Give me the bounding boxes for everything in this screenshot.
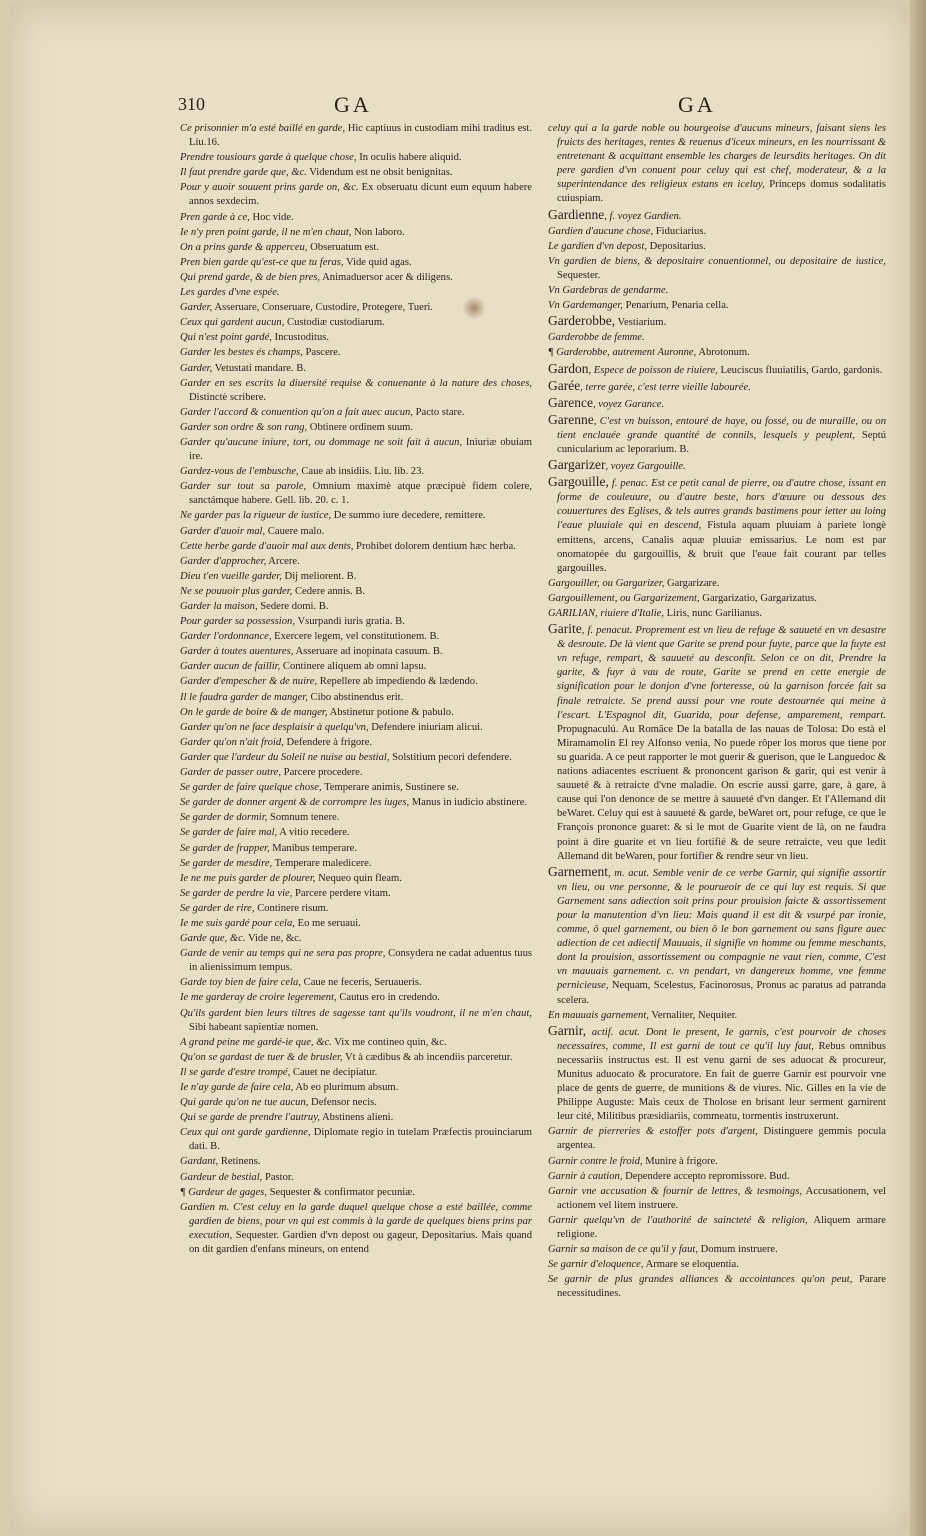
- entry-french: Ceux qui gardent aucun,: [180, 317, 285, 329]
- dictionary-entry: [548, 299, 886, 313]
- dictionary-entry: [180, 796, 532, 810]
- entry-french: GARILIAN, riuiere d'Italie,: [548, 608, 665, 619]
- dictionary-entry: [180, 377, 532, 405]
- dictionary-entry: [180, 872, 532, 886]
- entry-latin: Pastor.: [262, 1171, 294, 1183]
- entry-french: Ie n'ay garde de faire cela,: [180, 1082, 294, 1093]
- entry-french: En mauuais garnement,: [548, 1009, 649, 1021]
- entry-latin: Parcere perdere vitam.: [292, 887, 391, 899]
- entry-latin: Penarium, Penaria cella.: [622, 300, 729, 312]
- entry-latin: Pacto stare.: [412, 406, 465, 418]
- entry-french: Ne se pouuoir plus garder,: [180, 585, 293, 597]
- dictionary-entry: [180, 1066, 532, 1080]
- dictionary-entry: [180, 675, 532, 689]
- entry-french: Qui garde qu'on ne tue aucun,: [180, 1097, 309, 1109]
- entry-french: Prendre tousiours garde à quelque chose,: [180, 152, 357, 164]
- entry-french: Se garder de dormir,: [180, 812, 268, 824]
- entry-french: Pren bien garde qu'est-ce que tu feras,: [180, 256, 344, 268]
- entry-french: Se garder de faire quelque chose,: [180, 782, 322, 794]
- entry-latin: Pascere.: [302, 347, 341, 359]
- dictionary-entry: [180, 122, 532, 150]
- dictionary-entry: [180, 1051, 532, 1065]
- entry-latin: Nequeo quin fleam.: [315, 872, 402, 884]
- entry-french: Garnir sa maison de ce qu'il y faut,: [548, 1244, 698, 1256]
- entry-latin: Vestiarium.: [615, 317, 667, 329]
- dictionary-entry: [180, 706, 532, 720]
- entry-french: Les gardes d'vne espée.: [180, 287, 280, 299]
- dictionary-entry: [548, 1125, 886, 1153]
- entry-latin: Eo me seruaui.: [294, 917, 361, 929]
- entry-french: Garder les bestes és champs,: [180, 347, 303, 359]
- dictionary-entry: [180, 932, 532, 946]
- dictionary-entry: [180, 585, 532, 599]
- entry-french: Garder que l'ardeur du Soleil ne nuise au bestial,: [180, 751, 390, 763]
- entry-latin: Prohibet dolorem dentium hæc herba.: [353, 540, 516, 552]
- entry-french: Vn Gardebras de gendarme.: [548, 285, 669, 297]
- entry-french: Garder d'auoir mal,: [180, 525, 266, 537]
- entry-french: Garder son ordre & son rang,: [180, 421, 308, 433]
- entry-french: Gardant,: [180, 1156, 219, 1168]
- entry-french: Garnir de pierreries & estoffer pots d'argent,: [548, 1126, 758, 1138]
- entry-french: Garde toy bien de faire cela,: [180, 977, 302, 989]
- entry-latin: Animaduersor acer & diligens.: [320, 271, 453, 283]
- entry-latin: Fistula aquam pluuiam à pariete longè emittens, arcens, Canalis aquæ pluuiæ emissarius. Le nom est par onomatopée du gargouillis, & bruit que l'eaue fait courant par telles gargouilles.: [557, 520, 886, 574]
- entry-french: Qu'on se gardast de tuer & de brusler,: [180, 1051, 343, 1063]
- dictionary-entry: [180, 1171, 532, 1185]
- entry-latin: In oculis habere aliquid.: [356, 152, 462, 164]
- dictionary-entry: [180, 525, 532, 539]
- dictionary-entry: [180, 721, 532, 735]
- dictionary-entry: [548, 1214, 886, 1242]
- entry-french: Garder l'accord & conuention qu'on a fait auec aucun,: [180, 406, 413, 418]
- entry-french: Garder,: [180, 302, 213, 314]
- dictionary-entry: [180, 660, 532, 674]
- dictionary-entry: [180, 857, 532, 871]
- entry-french: Garder aucun de faillir,: [180, 661, 281, 673]
- dictionary-entry: [180, 976, 532, 990]
- dictionary-entry: [180, 436, 532, 464]
- entry-french: Garder qu'on n'ait froid,: [180, 736, 284, 748]
- dictionary-entry: [180, 301, 532, 315]
- dictionary-entry: [180, 1126, 532, 1154]
- entry-french: Garnir vne accusation & fournir de lettres, & tesmoings,: [548, 1185, 802, 1197]
- entry-french: Garder qu'aucune iniure, tort, ou dommage ne soit fait à aucun,: [180, 436, 463, 448]
- dictionary-entry: [180, 947, 532, 975]
- headword: Garence: [548, 394, 593, 410]
- dictionary-entry: [180, 226, 532, 240]
- dictionary-entry: [180, 1155, 532, 1169]
- entry-latin: Sedere domi. B.: [257, 601, 329, 612]
- dictionary-entry: [548, 331, 886, 345]
- dictionary-entry: [548, 865, 886, 1008]
- entry-latin: Diplomate regio in tutelam Præfectis prouinciarum dati. B.: [189, 1127, 532, 1153]
- entry-french: Qu'ils gardent bien leurs tiltres de sagesse tant qu'ils voudront, il ne m'en chaut,: [180, 1007, 532, 1019]
- entry-latin: Domum instruere.: [697, 1244, 778, 1256]
- entry-latin: Vernaliter, Nequiter.: [648, 1009, 738, 1021]
- dictionary-entry: [548, 475, 886, 576]
- dictionary-entry: [180, 316, 532, 330]
- entry-latin: Sequester & confirmator pecuniæ.: [266, 1186, 415, 1198]
- entry-french: , terre garée, c'est terre vieille labourée.: [580, 381, 751, 393]
- entry-french: Dieu t'en vueille garder,: [180, 570, 282, 582]
- dictionary-entry: [180, 241, 532, 255]
- dictionary-entry: [180, 346, 532, 360]
- dictionary-entry: [180, 406, 532, 420]
- entry-latin: Distinctè scribere.: [189, 391, 267, 403]
- entry-latin: Armare se eloquentia.: [643, 1259, 739, 1271]
- entry-latin: Arcere.: [266, 555, 300, 567]
- dictionary-entry: [180, 902, 532, 916]
- entry-french: Garder en ses escrits la diuersité requise & conuenante à la nature des choses,: [180, 377, 532, 389]
- entry-latin: Hic captiuus in custodiam mihi traditus est. Liu.16.: [189, 123, 532, 149]
- dictionary-entry: [548, 208, 886, 224]
- entry-french: , C'est vn buisson, entouré de haye, ou fossé, ou de muraille, ou on tient enclauée grande quantité de connils, lesquels y peuplent,: [557, 415, 886, 441]
- entry-latin: Continere risum.: [254, 902, 329, 914]
- entry-latin: Cautus ero in credendo.: [336, 992, 440, 1004]
- entry-latin: Videndum est ne obsit benignitas.: [306, 167, 453, 179]
- entry-latin: Dependere accepto repromissore. Bud.: [622, 1170, 790, 1182]
- entry-french: actif. acut. Dont le present, Ie garnis, c'est pourvoir de choses necessaires, comme, Il est garni de tout ce qu'il luy faut,: [557, 1026, 886, 1052]
- dictionary-entry: [180, 630, 532, 644]
- entry-latin: Ex obseruatu dicunt eum equum habere annos sexdecim.: [189, 182, 532, 208]
- dictionary-entry: [180, 480, 532, 508]
- dictionary-entry: [548, 1258, 886, 1272]
- entry-latin: Manus in iudicio abstinere.: [409, 797, 528, 809]
- entry-french: Se garder de perdre la vie,: [180, 887, 293, 899]
- entry-french: Se garder de faire mal,: [180, 827, 278, 839]
- dictionary-entry: [180, 286, 532, 300]
- entry-latin: Exercere legem, vel constitutionem. B.: [271, 631, 440, 643]
- entry-french: Ie me suis gardé pour cela,: [180, 917, 295, 929]
- entry-latin: Asseruare, Conseruare, Custodire, Protegere, Tueri.: [212, 302, 433, 314]
- entry-french: Ce prisonnier m'a esté baillé en garde,: [180, 123, 345, 134]
- entry-french: Ne garder pas la rigueur de iustice,: [180, 510, 332, 522]
- entry-french: Garde de venir au temps qui ne sera pas propre,: [180, 948, 386, 960]
- entry-latin: Cedere annis. B.: [292, 585, 365, 597]
- dictionary-entry: [180, 331, 532, 345]
- entry-latin: Consydera ne cadat aduentus tuus in alienissimum tempus.: [189, 948, 532, 974]
- dictionary-entry: [180, 1096, 532, 1110]
- dictionary-entry: [180, 751, 532, 765]
- entry-french: Il se garde d'estre trompé,: [180, 1066, 291, 1078]
- running-head-right: GA: [678, 92, 716, 117]
- dictionary-entry: [548, 1243, 886, 1257]
- entry-latin: Vide ne, &c.: [245, 933, 302, 945]
- dictionary-entry: [180, 151, 532, 165]
- dictionary-entry: [180, 421, 532, 435]
- entry-french: Se garder de mesdire,: [180, 857, 273, 869]
- entry-latin: Cauet ne decipiatur.: [290, 1066, 378, 1078]
- entry-french: Qui se garde de prendre l'autruy,: [180, 1112, 320, 1124]
- entry-latin: Vt à cædibus & ab incendiis parceretur.: [342, 1051, 513, 1063]
- entry-latin: Depositarius.: [646, 240, 706, 252]
- entry-french: Garde que, &c.: [180, 933, 246, 945]
- entry-latin: Leuciscus fluuiatilis, Gardo, gardonis.: [717, 364, 883, 376]
- headword: Garenne: [548, 411, 594, 427]
- entry-latin: Non laboro.: [351, 226, 405, 238]
- dictionary-entry: [180, 540, 532, 554]
- entry-french: , m. acut. Semble venir de ce verbe Garnir, qui signifie assortir vn lieu, ou vne personne, & le pourueoir de ce qui luy est requis. Si que Garnement sans adiection soit prins pour prouision faicte & assortissement pour la manutention d'vn lieu: Mais quand il est dit & vsurpé par ironie, comme, ô quel garnement, ou bien ô le bon garnement ou sans figure auec adiection de cet adiectif Mauuais, il signifie vn homme ou femme meschants, dont la prouision, assortissement ou compagnie ne vaut rien, comme, C'est vn mauuais garnement. c. vn pendart, vn dangereux homme, vne femme pernicieuse,: [557, 867, 886, 992]
- headword: Garite: [548, 621, 582, 637]
- entry-latin: Cauere malo.: [265, 525, 325, 537]
- entry-french: , f. voyez Gardien.: [604, 210, 682, 222]
- page-edge: [910, 0, 926, 1536]
- headword: Garée: [548, 377, 581, 393]
- entry-french: Cette herbe garde d'auoir mal aux dents,: [180, 540, 354, 552]
- headword: Garderobbe,: [548, 313, 616, 329]
- entry-latin: Sibi habeant sapientiæ nomen.: [189, 1021, 319, 1033]
- entry-french: Garder à toutes auentures,: [180, 646, 294, 658]
- entry-latin: Nequam, Scelestus, Facinorosus, Pronus ac paratus ad patranda scelera.: [557, 980, 886, 1006]
- entry-french: Garnir contre le froid,: [548, 1155, 643, 1167]
- entry-french: Qui prend garde, & de bien pres,: [180, 271, 321, 283]
- entry-latin: Liris, nunc Garilianus.: [664, 608, 763, 619]
- dictionary-entry: [180, 766, 532, 780]
- entry-latin: Asseruare ad inopinata casuum. B.: [293, 646, 443, 658]
- entry-french: Gardez-vous de l'embusche,: [180, 466, 299, 478]
- dictionary-entry: [180, 465, 532, 479]
- entry-french: celuy qui a la garde noble ou bourgeoise d'aucuns mineurs, faisant siens les fruicts des heritages, rentes & reuenus d'iceux mineurs, en les nourrissant & entretenant & acquittant ensemble les charges de leursdits heritages. On dit pere gardien d'vn conuent pour celuy qui est chef, moderateur, & a la superintendance des religieux estans en iceluy,: [548, 123, 886, 191]
- dictionary-entry: [180, 1036, 532, 1050]
- entry-french: , Espece de poisson de riuiere,: [588, 364, 718, 376]
- right-column: [548, 122, 886, 1352]
- entry-french: Vn gardien de biens, & depositaire conuentionnel, ou depositaire de iustice,: [548, 255, 886, 267]
- dictionary-entry: [180, 166, 532, 180]
- dictionary-entry: [548, 314, 886, 330]
- dictionary-entry: [180, 842, 532, 856]
- dictionary-entry: [180, 811, 532, 825]
- entry-latin: Abstinens alieni.: [319, 1112, 394, 1124]
- entry-latin: Princeps domus sodalitatis cuiuspiam.: [557, 179, 886, 205]
- entry-latin: Vetustati mandare. B.: [212, 362, 306, 374]
- entry-latin: Vsurpandi iuris gratia. B.: [294, 616, 405, 628]
- entry-latin: Omnium maximè atque præcipuè fidem colere, sanctámque habere. Gell. lib. 20. c. 1.: [189, 481, 532, 507]
- dictionary-entry: [180, 256, 532, 270]
- entry-french: Gargouillement, ou Gargarizement,: [548, 592, 700, 604]
- entry-latin: Incustoditus.: [271, 332, 330, 344]
- dictionary-entry: [180, 509, 532, 523]
- dictionary-entry: [180, 1007, 532, 1035]
- running-head-left: GA: [334, 92, 372, 117]
- headword: Gardon: [548, 360, 589, 376]
- headword: Gargarizer: [548, 457, 606, 473]
- dictionary-entry: [180, 615, 532, 629]
- entry-french: ¶ Garderobbe, autrement Auronne,: [548, 347, 697, 359]
- entry-latin: Temperare animis, Sustinere se.: [321, 782, 459, 794]
- dictionary-entry: [180, 887, 532, 901]
- entry-french: Ie n'y pren point garde, il ne m'en chaut,: [180, 226, 352, 238]
- dictionary-entry: [548, 240, 886, 254]
- dictionary-entry: [548, 458, 886, 474]
- entry-french: A grand peine me gardé-ie que, &c.: [180, 1036, 332, 1048]
- entry-french: Ceux qui ont garde gardienne,: [180, 1127, 311, 1139]
- entry-french: Garder d'empescher & de nuire,: [180, 676, 318, 688]
- entry-latin: Ab eo plurimum absum.: [293, 1082, 399, 1093]
- entry-french: Gardien d'aucune chose,: [548, 225, 654, 237]
- dictionary-entry: [180, 917, 532, 931]
- entry-french: Garnir quelqu'vn de l'authorité de saincteté & religion,: [548, 1214, 808, 1226]
- entry-latin: Continere aliquem ab omni lapsu.: [280, 661, 427, 673]
- entry-latin: Caue ne feceris, Seruaueris.: [301, 977, 422, 989]
- dictionary-entry: [548, 255, 886, 283]
- dictionary-entry: [548, 577, 886, 591]
- entry-latin: Accusationem, vel actionem vel litem instruere.: [557, 1185, 886, 1211]
- dictionary-entry: [548, 284, 886, 298]
- dictionary-entry: [180, 1201, 532, 1257]
- dictionary-entry: [548, 1155, 886, 1169]
- entry-french: Se garder de donner argent & de corrompre les iuges,: [180, 797, 410, 809]
- entry-french: Garnir à caution,: [548, 1170, 623, 1182]
- entry-latin: Aliquem armare religione.: [557, 1214, 886, 1241]
- entry-french: On le garde de boire & de manger,: [180, 706, 328, 718]
- entry-french: Il le faudra garder de manger,: [180, 691, 308, 703]
- dictionary-entry: [180, 645, 532, 659]
- headword: Garnir,: [548, 1022, 587, 1038]
- dictionary-entry: [180, 691, 532, 705]
- dictionary-entry: [548, 622, 886, 864]
- dictionary-entry: [548, 1185, 886, 1213]
- dictionary-entry: [180, 826, 532, 840]
- dictionary-entry: [180, 362, 532, 376]
- dictionary-entry: [180, 211, 532, 225]
- entry-french: Pren garde à ce,: [180, 211, 250, 223]
- dictionary-entry: [548, 1024, 886, 1125]
- entry-latin: Vix me contineo quin, &c.: [331, 1036, 447, 1048]
- entry-latin: A vitio recedere.: [277, 827, 350, 839]
- entry-latin: Propugnaculú. Au Romãce De la batalla de las nauas de Tolosa: Do està el Miramamolin El rey Alfonso venia, No puede rôper los moros que tiene por su guarida. A ce peut rapporter le mot guerir & guerison, que le Languedoc & nations adiacentes escriuent & prononcent garison & garir, qui est venir à sauueté & à retraicte d'vne maladie. On escrie aussi garre, gare, à gare, à cause qui l'on denonce de se mettre à sauueté d'vn danger. Et l'Allemand dit beWaret. Celuy qui est à sauueté & garde, beWaret ort, pour refuge, ce que le François prononce guaret: & si le mot de Guarite vient de là, on ne faudra point à dire guarite et vn lieu fortifié & de seure retraicte, veu que ledit Allemand dit beWaren, pour fortifier & rendre seur vn lieu.: [557, 723, 886, 862]
- entry-latin: Sequester. Gardien d'vn depost ou gageur, Depositarius. Mais quand on dit gardien d'enfans mineurs, on entend: [189, 1229, 532, 1256]
- entry-latin: Gargarizare.: [664, 577, 720, 589]
- entry-latin: Temperare maledicere.: [272, 857, 372, 869]
- entry-french: , f. penacut. Proprement est vn lieu de refuge & sauueté en vn desastre & desroute. De là vient que Garite se prend pour fuyte, parce que la fuyte est vn refuge, rempart, & sauueté au desconfit. Selon ce on dit, Prendre la garite, & fuyr à vau de route, Garite se prend en cette energie de signification pour le donjon d'vne forteresse, où la garnison forcée fait sa finale retraicte. Se prend aussi pour vne route destournée qui meine à l'escart. L'Espagnol dit, Guarida, pour defense, amparement, rempart.: [557, 625, 886, 721]
- entry-latin: Septú cunicularium ac leporarium. B.: [557, 429, 886, 455]
- entry-french: Qui n'est point gardé,: [180, 332, 272, 344]
- dictionary-entry: [180, 1111, 532, 1125]
- entry-french: , voyez Garance.: [592, 398, 665, 410]
- entry-french: Pour garder sa possession,: [180, 616, 295, 628]
- headword: Gardienne: [548, 206, 605, 222]
- entry-french: Gardien m. C'est celuy en la garde duquel quelque chose a esté baillée, comme gardien de biens, pour vn qui est commis à la garde de quelques biens prins par execution,: [180, 1201, 532, 1241]
- dictionary-entry: [548, 1273, 886, 1301]
- entry-latin: Gargarizatio, Gargarizatus.: [699, 592, 817, 604]
- page-header: [178, 92, 898, 120]
- headword: Garnement: [548, 863, 608, 879]
- entry-french: Garder de passer outre,: [180, 767, 282, 779]
- dictionary-entry: [180, 181, 532, 209]
- entry-french: Il faut prendre garde que, &c.: [180, 167, 307, 179]
- entry-french: Garder qu'on ne face desplaisir à quelqu'vn,: [180, 721, 369, 733]
- entry-latin: Munire à frigore.: [642, 1155, 718, 1167]
- entry-latin: Abrotonum.: [696, 347, 750, 359]
- dictionary-entry: [180, 271, 532, 285]
- entry-french: Se garder de frapper,: [180, 842, 270, 854]
- dictionary-entry: [548, 413, 886, 457]
- entry-latin: Caue ab insidiis. Liu. lib. 23.: [298, 466, 425, 478]
- entry-latin: Custodiæ custodiarum.: [284, 317, 385, 329]
- entry-latin: Dij meliorent. B.: [281, 570, 357, 582]
- dictionary-entry: [180, 1081, 532, 1095]
- dictionary-entry: [548, 1009, 886, 1023]
- dictionary-entry: [548, 225, 886, 239]
- entry-latin: Obtinere ordinem suum.: [307, 421, 414, 433]
- entry-french: Ie ne me puis garder de plourer,: [180, 872, 316, 884]
- entry-latin: Rebus omnibus necessariis instructus est. Il est venu garni de ses aduocat & procureur, Munitus aduocato & procuratore. En fait de guerre Garnir est pourvoir vne place de gents de guerre, de munitions & de viures. Nic. Gilles en la vie de Philippe Auguste: Mais ceux de Tholose en brisant leur serment garnirent leur cité, Militibus præsidiariis, commeatu, tormentis instruxerunt.: [557, 1040, 886, 1123]
- entry-french: Se garder de rire,: [180, 902, 255, 914]
- entry-french: Garder l'ordonnance,: [180, 631, 272, 643]
- entry-latin: Distinguere gemmis pocula argentea.: [557, 1126, 886, 1152]
- dictionary-entry: [548, 592, 886, 606]
- entry-french: , voyez Gargouille.: [605, 461, 686, 473]
- entry-latin: Repellere ab impediendo & lædendo.: [317, 676, 478, 688]
- dictionary-entry: [548, 362, 886, 378]
- entry-latin: Solstitium pecori defendere.: [389, 751, 512, 763]
- entry-latin: Parare necessitudines.: [557, 1274, 886, 1300]
- entry-latin: Somnum tenere.: [267, 812, 340, 824]
- dictionary-entry: [548, 346, 886, 360]
- entry-latin: De summo iure decedere, remittere.: [331, 510, 486, 522]
- entry-latin: Iniuriæ obuiam ire.: [189, 436, 532, 463]
- dictionary-entry: [180, 991, 532, 1005]
- entry-french: Se garnir d'eloquence,: [548, 1259, 644, 1271]
- entry-french: Garder sur tout sa parole,: [180, 481, 307, 493]
- dictionary-entry: [548, 396, 886, 412]
- left-column: [180, 122, 532, 1352]
- dictionary-entry: [180, 600, 532, 614]
- entry-latin: Defendere à frigore.: [283, 736, 373, 748]
- entry-latin: Retinens.: [218, 1156, 261, 1168]
- entry-french: f. penac. Est ce petit canal de pierre, ou d'autre chose, issant en forme de couleuure, ou d'autre beste, hors d'œuure ou dessous des couuertures des Eglises, & tels autres grands bastimens pour ietter au loing l'eaue pluuiale qui en descend,: [557, 478, 886, 532]
- entry-french: ¶ Gardeur de gages,: [180, 1186, 267, 1198]
- entry-french: Garder,: [180, 362, 213, 374]
- dictionary-entry: [180, 555, 532, 569]
- entry-french: Garder la maison,: [180, 601, 258, 612]
- entry-french: Gargouiller, ou Gargarizer,: [548, 577, 665, 589]
- entry-french: On a prins garde & apperceu,: [180, 241, 308, 253]
- headword: Gargouille,: [548, 474, 609, 490]
- entry-latin: Fiduciarius.: [653, 225, 707, 237]
- dictionary-entry: [180, 781, 532, 795]
- entry-latin: Sequester.: [557, 269, 601, 281]
- entry-french: Le gardien d'vn depost,: [548, 240, 647, 252]
- dictionary-entry: [180, 570, 532, 584]
- dictionary-entry: [180, 736, 532, 750]
- entry-latin: Cibo abstinendus erit.: [307, 691, 404, 703]
- entry-french: Ie me garderay de croire legerement,: [180, 992, 337, 1004]
- entry-french: Vn Gardemanger,: [548, 300, 623, 312]
- entry-french: Garderobbe de femme.: [548, 332, 645, 344]
- entry-latin: Abstinetur potione & pabulo.: [327, 706, 454, 718]
- entry-latin: Obseruatum est.: [307, 241, 380, 253]
- entry-latin: Defendere iniuriam alicui.: [368, 721, 483, 733]
- dictionary-entry: [180, 1186, 532, 1200]
- dictionary-entry: [548, 607, 886, 621]
- entry-french: Se garnir de plus grandes alliances & accointances qu'on peut,: [548, 1274, 853, 1286]
- dictionary-entry: [548, 1170, 886, 1184]
- entry-latin: Parcere procedere.: [281, 767, 363, 779]
- page-number: 310: [178, 94, 205, 114]
- dictionary-entry: [548, 379, 886, 395]
- entry-french: Pour y auoir souuent prins garde on, &c.: [180, 182, 359, 194]
- entry-french: Garder d'approcher,: [180, 555, 267, 567]
- dictionary-entry: [548, 122, 886, 207]
- entry-latin: Vide quid agas.: [343, 256, 412, 268]
- entry-latin: Hoc vide.: [249, 211, 294, 223]
- entry-latin: Defensor necis.: [308, 1097, 377, 1109]
- entry-latin: Manibus temperare.: [269, 842, 358, 854]
- entry-french: Gardeur de bestial,: [180, 1171, 263, 1183]
